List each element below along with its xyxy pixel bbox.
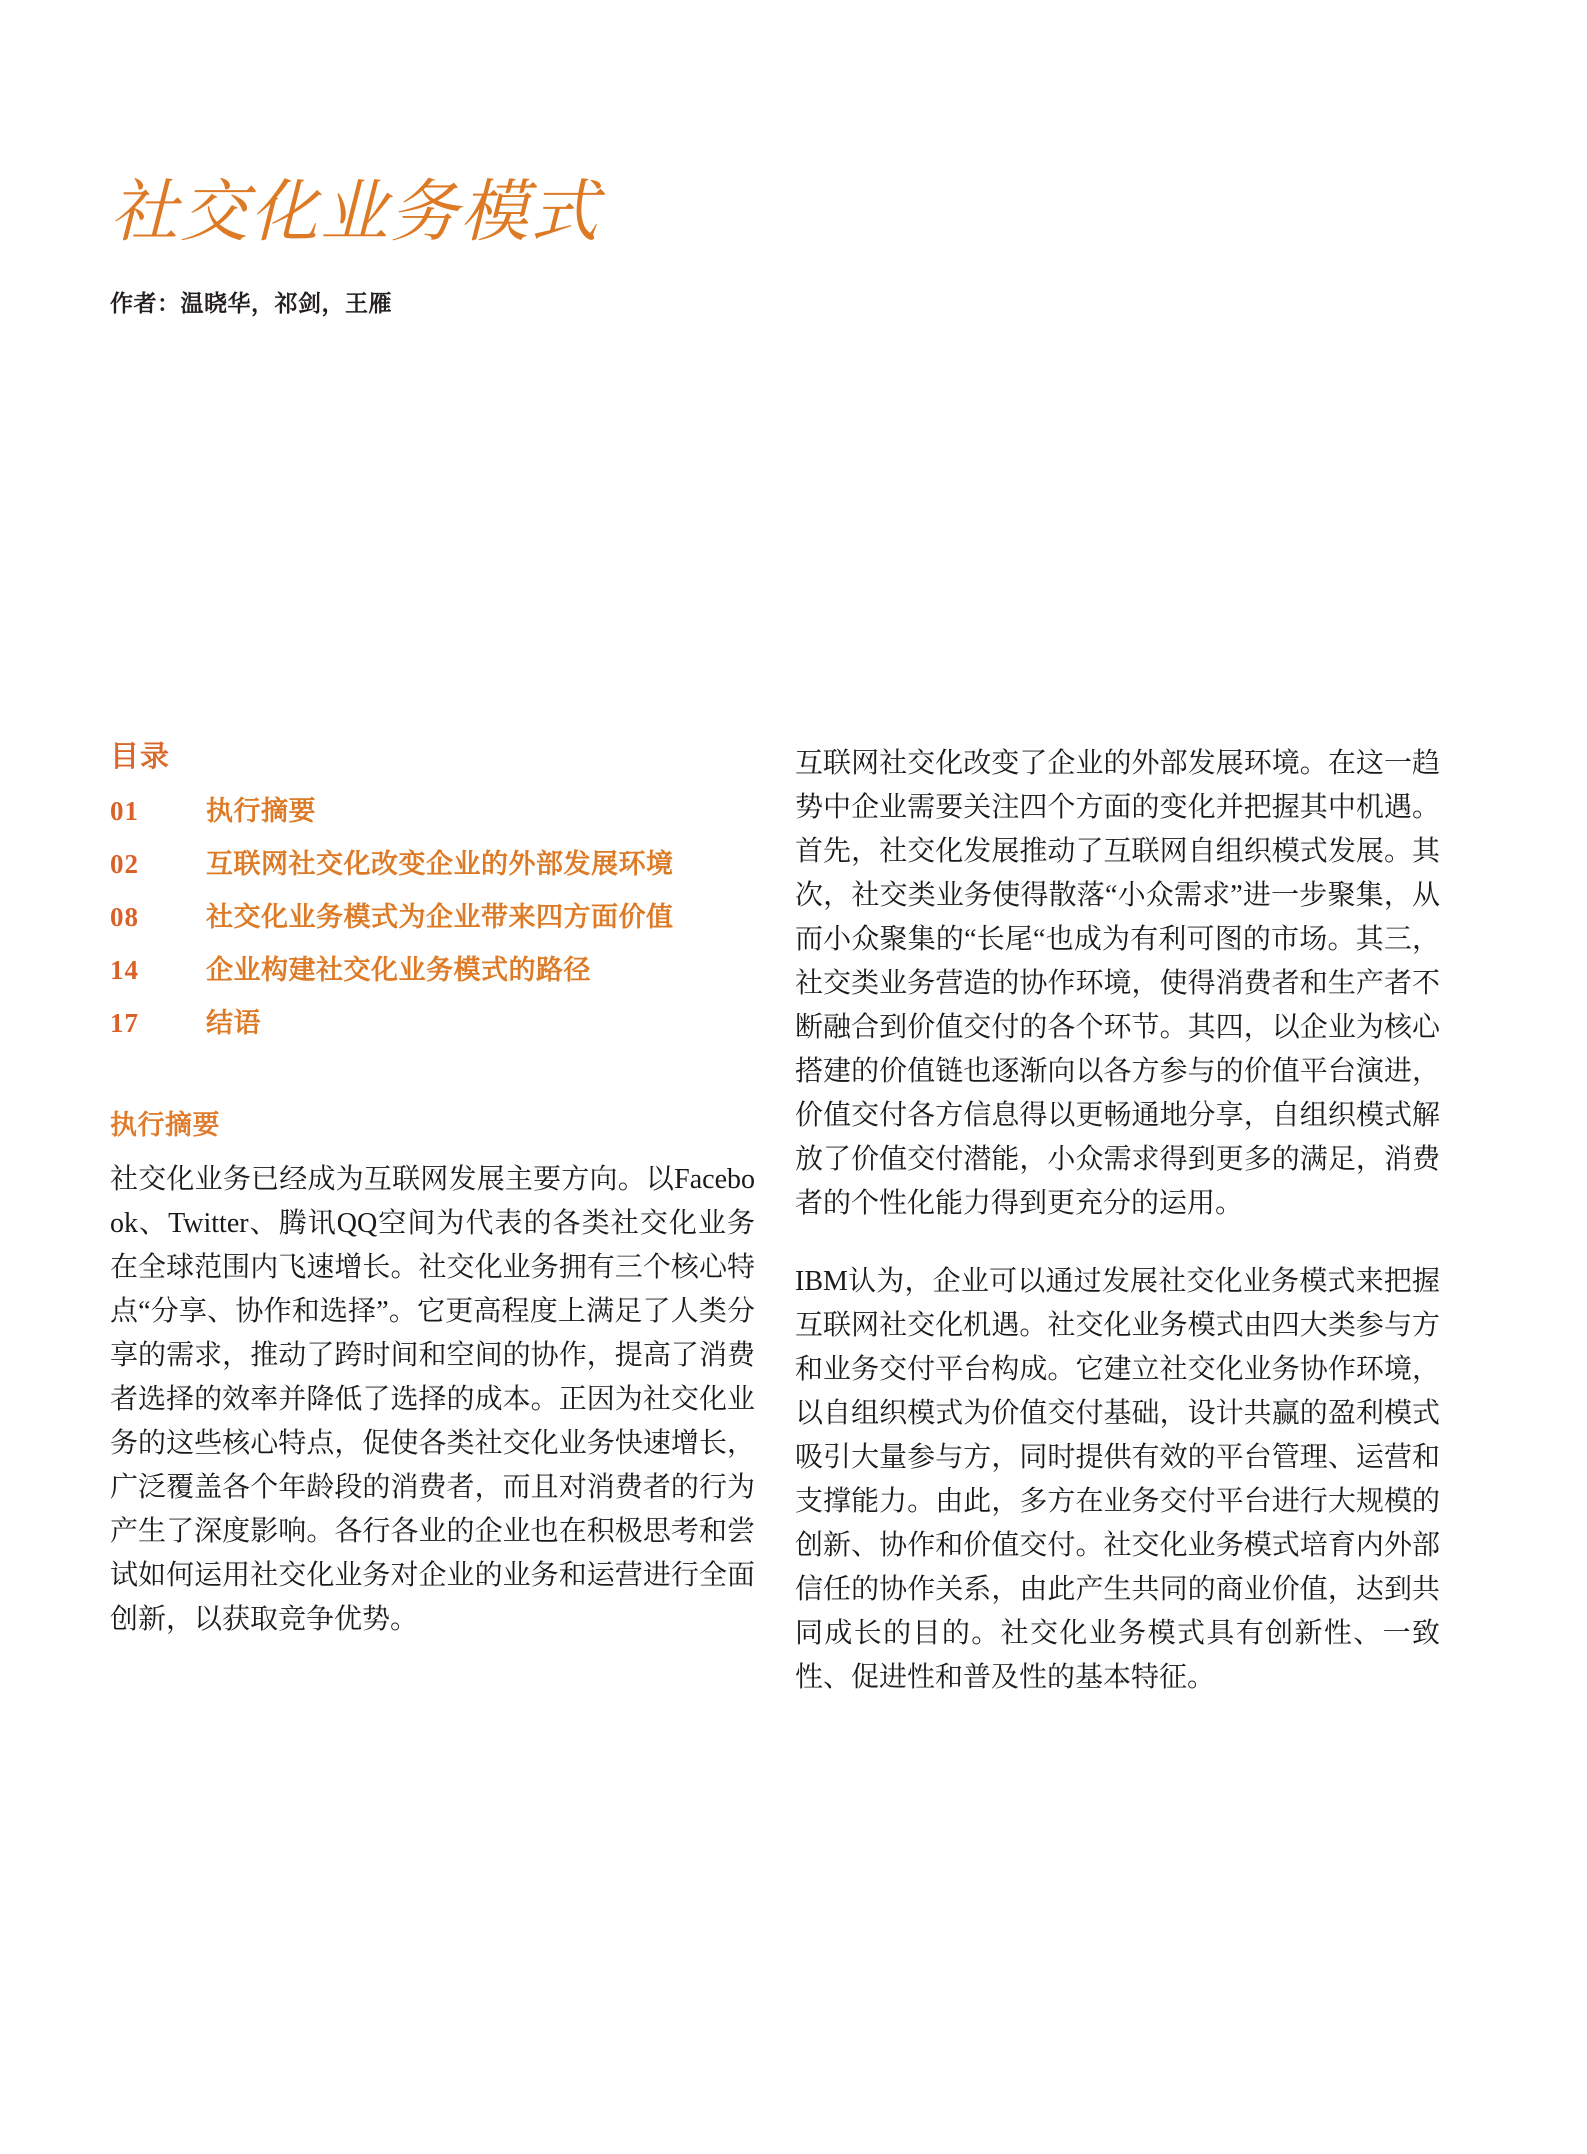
toc-page-number: 17	[110, 1008, 139, 1039]
toc-entry-four-values[interactable]	[110, 902, 755, 933]
toc-entry-label: 互联网社交化改变企业的外部发展环境	[206, 848, 674, 879]
toc-entry-label: 执行摘要	[206, 795, 316, 826]
toc-entry-executive-summary[interactable]	[110, 796, 755, 827]
toc-page-number: 14	[110, 955, 139, 986]
executive-summary-heading: 执行摘要	[110, 1110, 220, 1141]
toc-page-number: 02	[110, 848, 139, 879]
executive-summary-paragraph: 社交化业务已经成为互联网发展主要方向。以Facebook、Twitter、腾讯QQ空间为代表的各类社交化业务在全球范围内飞速增长。社交化业务拥有三个核心特点“分享、协作和选择”。它更高程度上满足了人类分享的需求，推动了跨时间和空间的协作，提高了消费者选择的效率并降低了选择的成本。正因为社交化业务的这些核心特点，促使各类社交化业务快速增长，广泛覆盖各个年龄段的消费者，而且对消费者的行为产生了深度影响。各行各业的企业也在积极思考和尝试如何运用社交化业务对企业的业务和运营进行全面创新，以获取竞争优势。	[110, 1163, 755, 1635]
toc-entry-building-path[interactable]	[110, 955, 755, 986]
toc-entry-label: 结语	[206, 1008, 261, 1039]
toc-page-number: 01	[110, 795, 139, 826]
left-column	[110, 742, 755, 1642]
toc-heading: 目录	[110, 741, 171, 773]
toc-list	[110, 796, 755, 1039]
toc-entry-label: 企业构建社交化业务模式的路径	[206, 955, 591, 986]
toc-page-number: 08	[110, 901, 139, 932]
right-column-paragraph-1: 互联网社交化改变了企业的外部发展环境。在这一趋势中企业需要关注四个方面的变化并把握其中机遇。首先，社交化发展推动了互联网自组织模式发展。其次，社交类业务使得散落“小众需求”进一步聚集，从而小众聚集的“长尾“也成为有利可图的市场。其三，社交类业务营造的协作环境，使得消费者和生产者不断融合到价值交付的各个环节。其四，以企业为核心搭建的价值链也逐渐向以各方参与的价值平台演进，价值交付各方信息得以更畅通地分享，自组织模式解放了价值交付潜能，小众需求得到更多的满足，消费者的个性化能力得到更充分的运用。	[795, 748, 1440, 1219]
document-title: 社交化业务模式	[110, 174, 601, 250]
toc-entry-conclusion[interactable]	[110, 1008, 755, 1039]
author-line: 作者：温晓华，祁剑，王雁	[110, 291, 392, 316]
toc-entry-external-environment[interactable]	[110, 849, 755, 880]
right-column-paragraph-2: IBM认为，企业可以通过发展社交化业务模式来把握互联网社交化机遇。社交化业务模式由四大类参与方和业务交付平台构成。它建立社交化业务协作环境，以自组织模式为价值交付基础，设计共赢的盈利模式吸引大量参与方，同时提供有效的平台管理、运营和支撑能力。由此，多方在业务交付平台进行大规模的创新、协作和价值交付。社交化业务模式培育内外部信任的协作关系，由此产生共同的商业价值，达到共同成长的目的。社交化业务模式具有创新性、一致性、促进性和普及性的基本特征。	[795, 1266, 1440, 1693]
right-column	[795, 742, 1440, 1700]
toc-entry-label: 社交化业务模式为企业带来四方面价值	[206, 901, 674, 932]
masthead	[110, 174, 1460, 318]
